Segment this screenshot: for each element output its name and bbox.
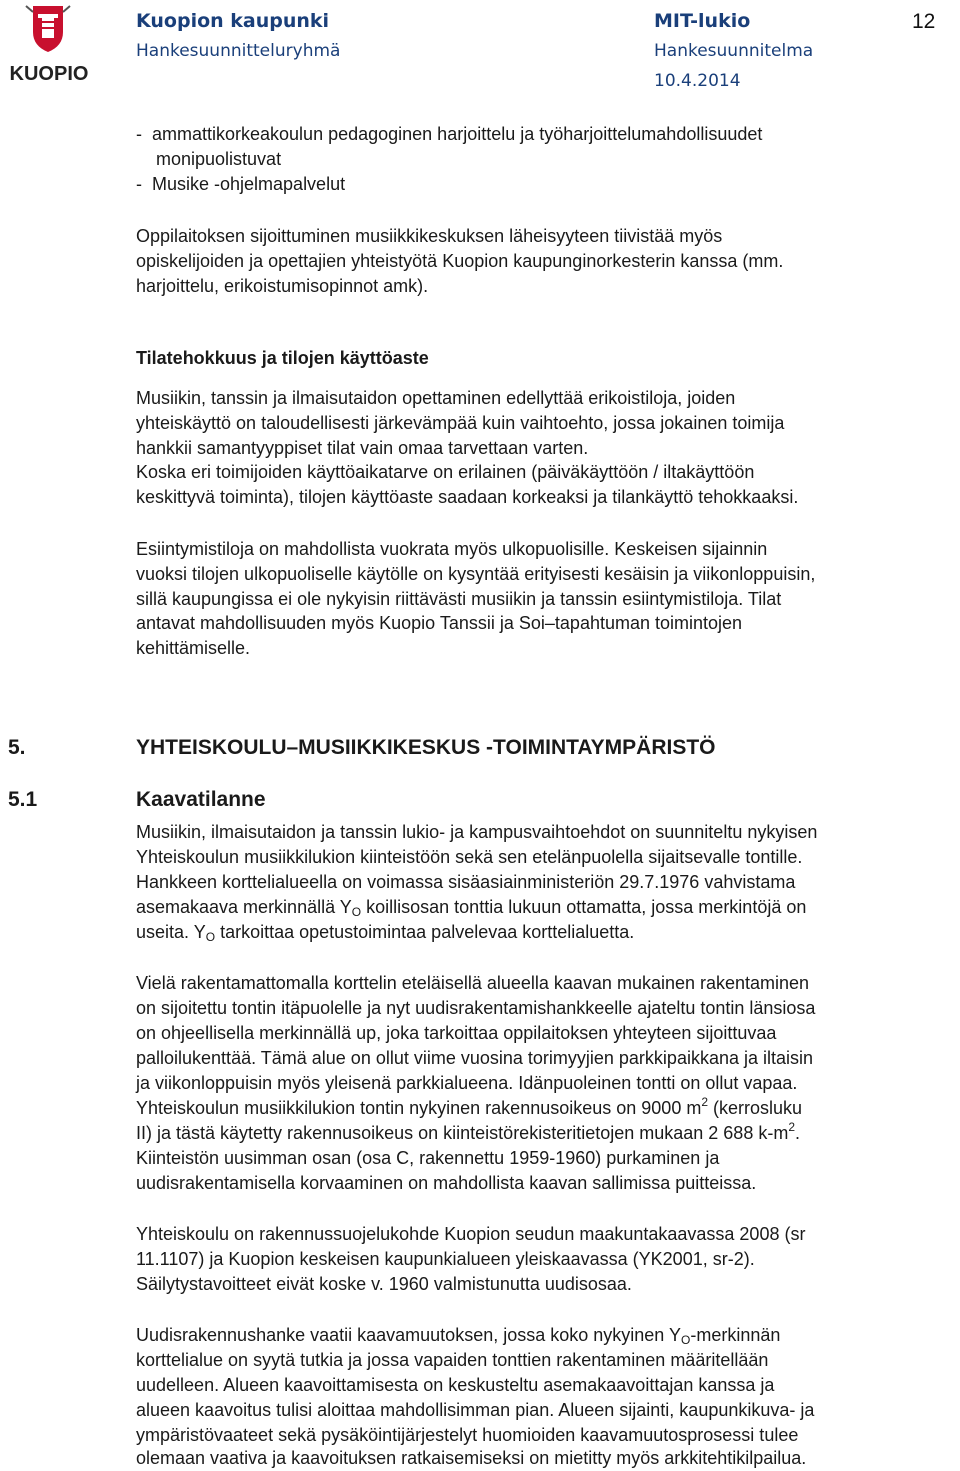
paragraph-line: ympäristövaateet sekä pysäköintijärjestelyt huomioiden kaavamuutosprosessi tulee xyxy=(136,1425,799,1445)
kuopio-logo xyxy=(6,2,92,88)
header-org: Kuopion kaupunki xyxy=(136,10,330,32)
paragraph-line: hankkii samantyyppiset tilat vain omaa tarvettaan varten. xyxy=(136,438,589,458)
paragraph-line: useita. $Y_O$ tarkoittaa opetustoimintaa palvelevaa korttelialuetta. xyxy=(136,922,635,944)
paragraph-line: ja viikonloppuisin myös yleisenä parkkialueena. Idänpuoleinen tontti on ollut vapaa. xyxy=(136,1073,798,1093)
page-number: 12 xyxy=(912,10,936,33)
header-doc-type: Hankesuunnitelma xyxy=(654,41,814,61)
paragraph-line: vuoksi tilojen ulkopuoliselle käytölle on kysyntää erityisesti kesäisin ja viikonloppuisin, xyxy=(136,564,816,584)
list-item: monipuolistuvat xyxy=(136,149,282,169)
logo-wordmark: KUOPIO xyxy=(9,63,89,85)
paragraph-line: palloilukenttää. Tämä alue on ollut viime vuosina torimyyjien parkkipaikkana ja iltaisin xyxy=(136,1048,814,1068)
paragraph-line: Musiikin, tanssin ja ilmaisutaidon opettaminen edellyttää erikoistiloja, joiden xyxy=(136,388,736,408)
paragraph-line: keskittyvä toiminta), tilojen käyttöaste saadaan korkeaksi ja tilankäyttö tehokkaaksi. xyxy=(136,487,799,507)
paragraph-line: Uudisrakennushanke vaatii kaavamuutoksen, jossa koko nykyinen $Y_O$-merkinnän xyxy=(136,1325,781,1347)
paragraph-line: alueen kaavoitus tulisi aloittaa mahdollisimman pian. Alueen sijainti, kaupunkikuva- ja xyxy=(136,1400,815,1420)
header-group: Hankesuunnitteluryhmä xyxy=(136,41,341,61)
paragraph-line: on ohjeellisella merkinnällä up, joka tarkoittaa oppilaitoksen yhteyteen sijoittuvaa xyxy=(136,1023,777,1043)
paragraph-line: Yhteiskoulun musiikkilukion kiinteistöön sekä sen etelänpuolella sijaitsevalle tontille. xyxy=(136,847,803,867)
paragraph-line: Säilytystavoitteet eivät koske v. 1960 valmistunutta uudisosaa. xyxy=(136,1274,632,1294)
list-item: - Musike -ohjelmapalvelut xyxy=(136,174,346,194)
paragraph-line: kehittämiselle. xyxy=(136,638,251,658)
paragraph-line: harjoittelu, erikoistumisopinnot amk). xyxy=(136,276,429,296)
paragraph-line: asemakaava merkinnällä $Y_O$ koillisosan tonttia lukuun ottamatta, jossa merkintöjä on xyxy=(136,897,807,919)
paragraph-line: sillä kaupungissa ei ole nykyisin riittävästi musiikin ja tanssin esiintymistiloja. Tilat xyxy=(136,589,782,609)
paragraph-line: olemaan vaativa ja kaavoituksen ratkaisemiseksi on mietitty myös arkkitehtikilpailua. xyxy=(136,1448,807,1468)
paragraph-line: II) ja tästä käytetty rakennusoikeus on kiinteistörekisteritietojen mukaan 2 688 $k-m^2$. xyxy=(136,1120,801,1143)
coat-of-arms-icon xyxy=(6,2,92,88)
header-date: 10.4.2014 xyxy=(654,71,741,91)
paragraph-line: uudisrakentamisella korvaaminen on mahdollista kaavan sallimissa puitteissa. xyxy=(136,1173,757,1193)
paragraph-line: Vielä rakentamattomalla korttelin eteläisellä alueella kaavan mukainen rakentaminen xyxy=(136,973,810,993)
list-item: - ammattikorkeakoulun pedagoginen harjoittelu ja työharjoittelumahdollisuudet xyxy=(136,124,763,144)
paragraph-line: Hankkeen korttelialueella on voimassa sisäasiainministeriön 29.7.1976 vahvistama xyxy=(136,872,796,892)
paragraph-line: opiskelijoiden ja opettajien yhteistyötä Kuopion kaupunginorkesterin kanssa (mm. xyxy=(136,251,784,271)
paragraph-line: antavat mahdollisuuden myös Kuopio Tanssii ja Soi–tapahtuman toimintojen xyxy=(136,613,743,633)
section-number: 5. xyxy=(8,736,26,759)
paragraph-line: uudelleen. Alueen kaavoittamisesta on keskusteltu asemakaavoittajan kanssa ja xyxy=(136,1375,775,1395)
paragraph-line: on sijoitettu tontin itäpuolelle ja nyt uudisrakentamishankkeelle ajateltu tontin länsiosa xyxy=(136,998,816,1018)
subsection-title: Kaavatilanne xyxy=(136,788,266,811)
paragraph-line: Yhteiskoulun musiikkilukion tontin nykyinen rakennusoikeus on 9000 $m^2$ (kerrosluku xyxy=(136,1095,803,1118)
paragraph-line: Yhteiskoulu on rakennussuojelukohde Kuopion seudun maakuntakaavassa 2008 (sr xyxy=(136,1224,806,1244)
header-project: MIT-lukio xyxy=(654,10,751,32)
paragraph-line: Oppilaitoksen sijoittuminen musiikkikeskuksen läheisyyteen tiivistää myös xyxy=(136,226,723,246)
paragraph-line: Kiinteistön uusimman osan (osa C, rakennettu 1959-1960) purkaminen ja xyxy=(136,1148,720,1168)
subsection-number: 5.1 xyxy=(8,788,38,811)
paragraph-line: yhteiskäyttö on taloudellisesti järkevämpää kuin vaihtoehto, jossa jokainen toimija xyxy=(136,413,785,433)
paragraph-line: Esiintymistiloja on mahdollista vuokrata myös ulkopuolisille. Keskeisen sijainnin xyxy=(136,539,768,559)
paragraph-line: 11.1107) ja Kuopion keskeisen kaupunkialueen yleiskaavassa (YK2001, sr-2). xyxy=(136,1249,755,1269)
paragraph-line: Koska eri toimijoiden käyttöaikatarve on erilainen (päiväkäyttöön / iltakäyttöön xyxy=(136,462,755,482)
section-title: YHTEISKOULU–MUSIIKKIKESKUS -TOIMINTAYMPÄRISTÖ xyxy=(136,736,716,759)
paragraph-line: Musiikin, ilmaisutaidon ja tanssin lukio- ja kampusvaihtoehdot on suunniteltu nykyisen xyxy=(136,822,818,842)
paragraph-line: korttelialue on syytä tutkia ja jossa vapaiden tonttien rakentaminen määritellään xyxy=(136,1350,769,1370)
subheading: Tilatehokkuus ja tilojen käyttöaste xyxy=(136,348,429,368)
